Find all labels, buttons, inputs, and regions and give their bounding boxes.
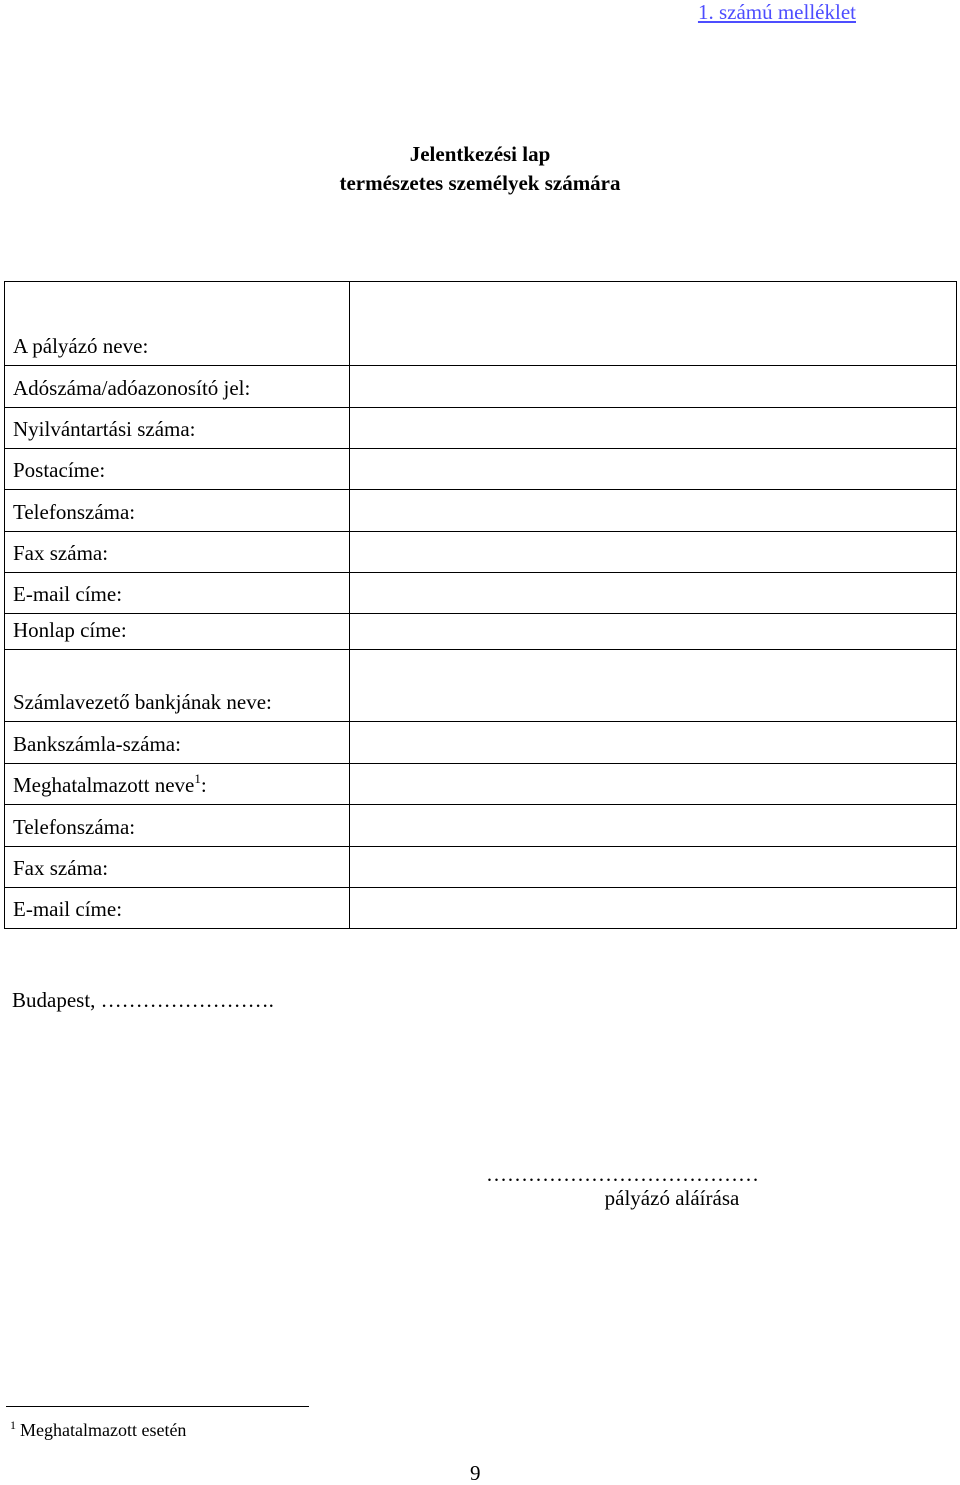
form-value-cell[interactable] — [350, 532, 957, 573]
form-label: E-mail címe: — [5, 573, 350, 614]
application-form-table — [4, 281, 957, 929]
form-value-cell[interactable] — [350, 805, 957, 847]
page-number: 9 — [470, 1461, 481, 1485]
form-label: A pályázó neve: — [5, 282, 350, 366]
annex-label: 1. számú melléklet — [697, 0, 856, 24]
form-row-authorized-person — [5, 764, 957, 805]
form-label: Telefonszáma: — [5, 805, 350, 847]
form-row-email — [5, 573, 957, 614]
form-row-authorized-phone — [5, 805, 957, 847]
form-row-authorized-email — [5, 888, 957, 929]
form-value-cell[interactable] — [350, 490, 957, 532]
form-label: Számlavezető bankjának neve: — [5, 650, 350, 722]
form-label-suffix: : — [200, 773, 207, 797]
form-row-postal-address — [5, 449, 957, 490]
form-value-cell[interactable] — [350, 722, 957, 764]
form-row-bank-account — [5, 722, 957, 764]
form-label: E-mail címe: — [5, 888, 350, 929]
form-label-text: Meghatalmazott neve — [13, 773, 195, 797]
form-value-cell[interactable] — [350, 573, 957, 614]
form-value-cell[interactable] — [350, 764, 957, 805]
form-row-authorized-fax — [5, 847, 957, 888]
form-label: Adószáma/adóazonosító jel: — [5, 366, 350, 408]
form-label: Nyilvántartási száma: — [5, 408, 350, 449]
document-title — [0, 140, 960, 198]
form-value-cell[interactable] — [350, 614, 957, 650]
footnote-separator — [6, 1406, 309, 1407]
form-row-tax-number — [5, 366, 957, 408]
signature-line: ………………………………… — [486, 1162, 759, 1186]
form-label: Bankszámla-száma: — [5, 722, 350, 764]
form-row-website — [5, 614, 957, 650]
form-row-phone — [5, 490, 957, 532]
title-line-1: Jelentkezési lap — [409, 142, 551, 166]
footnote-text: Meghatalmazott esetén — [20, 1420, 187, 1440]
form-label: Honlap címe: — [5, 614, 350, 650]
form-row-registration-number — [5, 408, 957, 449]
form-label: Telefonszáma: — [5, 490, 350, 532]
form-value-cell[interactable] — [350, 650, 957, 722]
form-value-cell[interactable] — [350, 888, 957, 929]
form-row-bank-name — [5, 650, 957, 722]
form-label: Fax száma: — [5, 532, 350, 573]
form-label — [5, 764, 350, 805]
place-date-line: Budapest, ……………………. — [12, 988, 274, 1012]
form-row-applicant-name — [5, 282, 957, 366]
footnote-ref: 1 — [194, 771, 201, 786]
form-value-cell[interactable] — [350, 847, 957, 888]
form-label: Fax száma: — [5, 847, 350, 888]
form-label: Postacíme: — [5, 449, 350, 490]
footnote-number: 1 — [10, 1418, 16, 1432]
form-row-fax — [5, 532, 957, 573]
form-value-cell[interactable] — [350, 449, 957, 490]
form-value-cell[interactable] — [350, 282, 957, 366]
form-value-cell[interactable] — [350, 366, 957, 408]
signature-caption: pályázó aláírása — [604, 1186, 740, 1210]
title-line-2: természetes személyek számára — [339, 171, 621, 195]
form-value-cell[interactable] — [350, 408, 957, 449]
footnote — [10, 1418, 186, 1442]
